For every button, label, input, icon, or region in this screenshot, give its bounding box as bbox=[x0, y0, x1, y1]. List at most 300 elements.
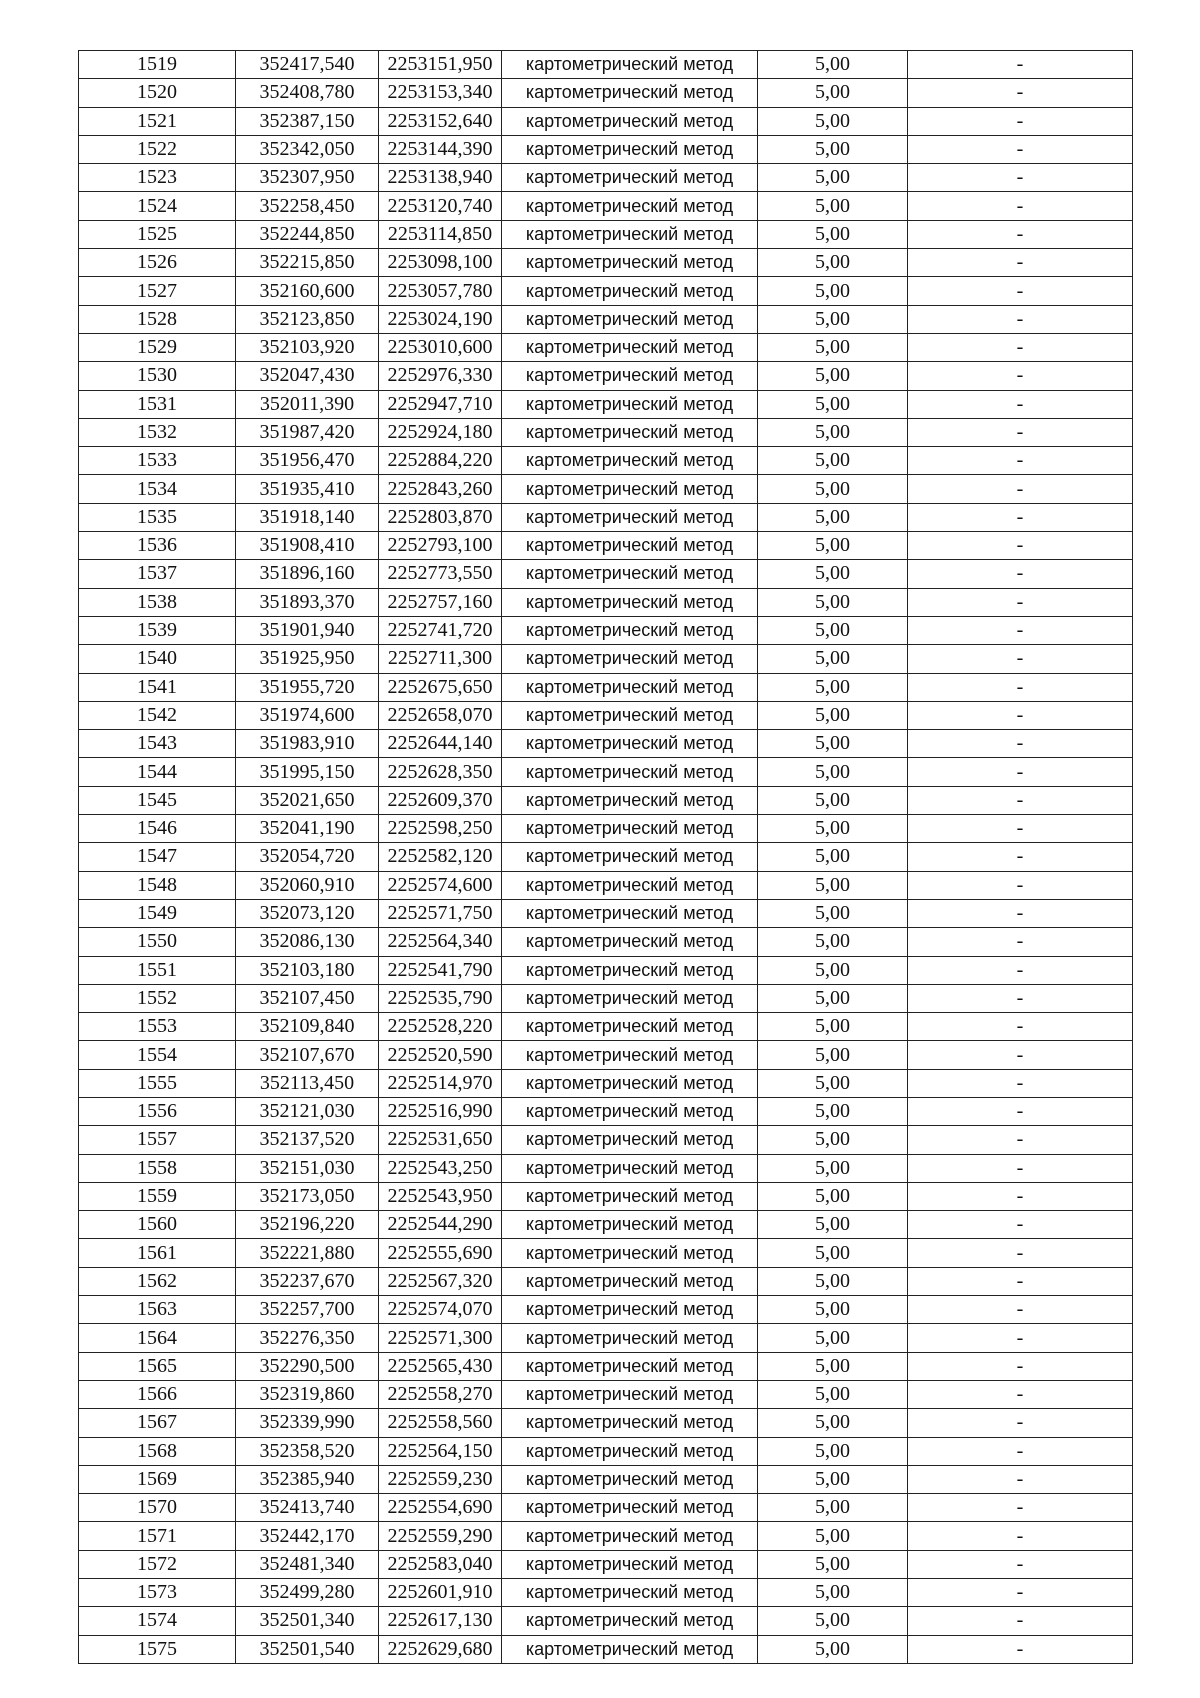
y-coordinate-cell: 2253152,640 bbox=[379, 107, 502, 135]
x-coordinate-cell: 352107,450 bbox=[236, 984, 379, 1012]
table-row bbox=[79, 220, 1133, 248]
table-row bbox=[79, 560, 1133, 588]
accuracy-cell: 5,00 bbox=[758, 843, 908, 871]
y-coordinate-cell: 2252629,680 bbox=[379, 1635, 502, 1663]
accuracy-cell: 5,00 bbox=[758, 956, 908, 984]
method-cell: картометрический метод bbox=[502, 1296, 758, 1324]
point-number-cell: 1562 bbox=[79, 1267, 236, 1295]
note-cell: - bbox=[908, 956, 1133, 984]
y-coordinate-cell: 2252567,320 bbox=[379, 1267, 502, 1295]
x-coordinate-cell: 352387,150 bbox=[236, 107, 379, 135]
point-number-cell: 1565 bbox=[79, 1352, 236, 1380]
y-coordinate-cell: 2252773,550 bbox=[379, 560, 502, 588]
accuracy-cell: 5,00 bbox=[758, 758, 908, 786]
x-coordinate-cell: 351918,140 bbox=[236, 503, 379, 531]
y-coordinate-cell: 2252554,690 bbox=[379, 1494, 502, 1522]
method-cell: картометрический метод bbox=[502, 1013, 758, 1041]
note-cell: - bbox=[908, 1465, 1133, 1493]
accuracy-cell: 5,00 bbox=[758, 1211, 908, 1239]
accuracy-cell: 5,00 bbox=[758, 1352, 908, 1380]
accuracy-cell: 5,00 bbox=[758, 1635, 908, 1663]
table-row bbox=[79, 51, 1133, 79]
accuracy-cell: 5,00 bbox=[758, 1550, 908, 1578]
y-coordinate-cell: 2252924,180 bbox=[379, 418, 502, 446]
note-cell: - bbox=[908, 1013, 1133, 1041]
method-cell: картометрический метод bbox=[502, 220, 758, 248]
point-number-cell: 1569 bbox=[79, 1465, 236, 1493]
x-coordinate-cell: 352103,180 bbox=[236, 956, 379, 984]
y-coordinate-cell: 2252582,120 bbox=[379, 843, 502, 871]
method-cell: картометрический метод bbox=[502, 1522, 758, 1550]
note-cell: - bbox=[908, 1437, 1133, 1465]
y-coordinate-cell: 2253144,390 bbox=[379, 135, 502, 163]
method-cell: картометрический метод bbox=[502, 1239, 758, 1267]
point-number-cell: 1523 bbox=[79, 164, 236, 192]
point-number-cell: 1530 bbox=[79, 362, 236, 390]
y-coordinate-cell: 2252520,590 bbox=[379, 1041, 502, 1069]
accuracy-cell: 5,00 bbox=[758, 1097, 908, 1125]
table-row bbox=[79, 1267, 1133, 1295]
accuracy-cell: 5,00 bbox=[758, 701, 908, 729]
method-cell: картометрический метод bbox=[502, 418, 758, 446]
method-cell: картометрический метод bbox=[502, 390, 758, 418]
accuracy-cell: 5,00 bbox=[758, 928, 908, 956]
note-cell: - bbox=[908, 815, 1133, 843]
table-row bbox=[79, 1211, 1133, 1239]
x-coordinate-cell: 351983,910 bbox=[236, 730, 379, 758]
note-cell: - bbox=[908, 701, 1133, 729]
method-cell: картометрический метод bbox=[502, 701, 758, 729]
x-coordinate-cell: 352408,780 bbox=[236, 79, 379, 107]
note-cell: - bbox=[908, 1097, 1133, 1125]
table-row bbox=[79, 1494, 1133, 1522]
note-cell: - bbox=[908, 503, 1133, 531]
point-number-cell: 1555 bbox=[79, 1069, 236, 1097]
x-coordinate-cell: 352413,740 bbox=[236, 1494, 379, 1522]
y-coordinate-cell: 2252516,990 bbox=[379, 1097, 502, 1125]
method-cell: картометрический метод bbox=[502, 1607, 758, 1635]
method-cell: картометрический метод bbox=[502, 1324, 758, 1352]
y-coordinate-cell: 2252543,950 bbox=[379, 1182, 502, 1210]
accuracy-cell: 5,00 bbox=[758, 107, 908, 135]
method-cell: картометрический метод bbox=[502, 673, 758, 701]
accuracy-cell: 5,00 bbox=[758, 1494, 908, 1522]
accuracy-cell: 5,00 bbox=[758, 1126, 908, 1154]
point-number-cell: 1521 bbox=[79, 107, 236, 135]
point-number-cell: 1551 bbox=[79, 956, 236, 984]
point-number-cell: 1563 bbox=[79, 1296, 236, 1324]
x-coordinate-cell: 352054,720 bbox=[236, 843, 379, 871]
point-number-cell: 1561 bbox=[79, 1239, 236, 1267]
x-coordinate-cell: 352215,850 bbox=[236, 249, 379, 277]
accuracy-cell: 5,00 bbox=[758, 333, 908, 361]
accuracy-cell: 5,00 bbox=[758, 560, 908, 588]
accuracy-cell: 5,00 bbox=[758, 1409, 908, 1437]
y-coordinate-cell: 2252598,250 bbox=[379, 815, 502, 843]
accuracy-cell: 5,00 bbox=[758, 390, 908, 418]
accuracy-cell: 5,00 bbox=[758, 418, 908, 446]
table-row bbox=[79, 815, 1133, 843]
x-coordinate-cell: 352107,670 bbox=[236, 1041, 379, 1069]
table-row bbox=[79, 899, 1133, 927]
note-cell: - bbox=[908, 362, 1133, 390]
method-cell: картометрический метод bbox=[502, 645, 758, 673]
accuracy-cell: 5,00 bbox=[758, 1013, 908, 1041]
y-coordinate-cell: 2252628,350 bbox=[379, 758, 502, 786]
accuracy-cell: 5,00 bbox=[758, 1522, 908, 1550]
point-number-cell: 1556 bbox=[79, 1097, 236, 1125]
note-cell: - bbox=[908, 758, 1133, 786]
accuracy-cell: 5,00 bbox=[758, 79, 908, 107]
x-coordinate-cell: 351995,150 bbox=[236, 758, 379, 786]
table-row bbox=[79, 984, 1133, 1012]
note-cell: - bbox=[908, 1380, 1133, 1408]
y-coordinate-cell: 2252617,130 bbox=[379, 1607, 502, 1635]
point-number-cell: 1564 bbox=[79, 1324, 236, 1352]
coordinates-table bbox=[78, 50, 1133, 1664]
method-cell: картометрический метод bbox=[502, 135, 758, 163]
point-number-cell: 1575 bbox=[79, 1635, 236, 1663]
x-coordinate-cell: 351925,950 bbox=[236, 645, 379, 673]
method-cell: картометрический метод bbox=[502, 1182, 758, 1210]
y-coordinate-cell: 2253057,780 bbox=[379, 277, 502, 305]
y-coordinate-cell: 2252947,710 bbox=[379, 390, 502, 418]
x-coordinate-cell: 352276,350 bbox=[236, 1324, 379, 1352]
point-number-cell: 1559 bbox=[79, 1182, 236, 1210]
table-row bbox=[79, 1239, 1133, 1267]
accuracy-cell: 5,00 bbox=[758, 475, 908, 503]
y-coordinate-cell: 2252658,070 bbox=[379, 701, 502, 729]
accuracy-cell: 5,00 bbox=[758, 616, 908, 644]
method-cell: картометрический метод bbox=[502, 1097, 758, 1125]
method-cell: картометрический метод bbox=[502, 1380, 758, 1408]
method-cell: картометрический метод bbox=[502, 362, 758, 390]
note-cell: - bbox=[908, 532, 1133, 560]
table-row bbox=[79, 1579, 1133, 1607]
x-coordinate-cell: 352121,030 bbox=[236, 1097, 379, 1125]
accuracy-cell: 5,00 bbox=[758, 1041, 908, 1069]
accuracy-cell: 5,00 bbox=[758, 277, 908, 305]
method-cell: картометрический метод bbox=[502, 1635, 758, 1663]
x-coordinate-cell: 352257,700 bbox=[236, 1296, 379, 1324]
x-coordinate-cell: 351956,470 bbox=[236, 447, 379, 475]
y-coordinate-cell: 2252976,330 bbox=[379, 362, 502, 390]
note-cell: - bbox=[908, 928, 1133, 956]
x-coordinate-cell: 352258,450 bbox=[236, 192, 379, 220]
x-coordinate-cell: 352086,130 bbox=[236, 928, 379, 956]
accuracy-cell: 5,00 bbox=[758, 871, 908, 899]
note-cell: - bbox=[908, 1635, 1133, 1663]
note-cell: - bbox=[908, 390, 1133, 418]
y-coordinate-cell: 2252574,600 bbox=[379, 871, 502, 899]
table-row bbox=[79, 758, 1133, 786]
point-number-cell: 1546 bbox=[79, 815, 236, 843]
x-coordinate-cell: 352342,050 bbox=[236, 135, 379, 163]
y-coordinate-cell: 2252741,720 bbox=[379, 616, 502, 644]
y-coordinate-cell: 2252558,270 bbox=[379, 1380, 502, 1408]
y-coordinate-cell: 2252543,250 bbox=[379, 1154, 502, 1182]
table-row bbox=[79, 1437, 1133, 1465]
accuracy-cell: 5,00 bbox=[758, 1069, 908, 1097]
point-number-cell: 1558 bbox=[79, 1154, 236, 1182]
y-coordinate-cell: 2252528,220 bbox=[379, 1013, 502, 1041]
x-coordinate-cell: 351935,410 bbox=[236, 475, 379, 503]
y-coordinate-cell: 2253098,100 bbox=[379, 249, 502, 277]
x-coordinate-cell: 352244,850 bbox=[236, 220, 379, 248]
x-coordinate-cell: 351955,720 bbox=[236, 673, 379, 701]
point-number-cell: 1550 bbox=[79, 928, 236, 956]
table-row bbox=[79, 107, 1133, 135]
table-row bbox=[79, 1182, 1133, 1210]
accuracy-cell: 5,00 bbox=[758, 673, 908, 701]
point-number-cell: 1568 bbox=[79, 1437, 236, 1465]
point-number-cell: 1570 bbox=[79, 1494, 236, 1522]
x-coordinate-cell: 352307,950 bbox=[236, 164, 379, 192]
point-number-cell: 1571 bbox=[79, 1522, 236, 1550]
note-cell: - bbox=[908, 418, 1133, 446]
method-cell: картометрический метод bbox=[502, 871, 758, 899]
accuracy-cell: 5,00 bbox=[758, 899, 908, 927]
method-cell: картометрический метод bbox=[502, 1437, 758, 1465]
note-cell: - bbox=[908, 1579, 1133, 1607]
point-number-cell: 1567 bbox=[79, 1409, 236, 1437]
accuracy-cell: 5,00 bbox=[758, 730, 908, 758]
method-cell: картометрический метод bbox=[502, 588, 758, 616]
method-cell: картометрический метод bbox=[502, 1041, 758, 1069]
point-number-cell: 1539 bbox=[79, 616, 236, 644]
y-coordinate-cell: 2253138,940 bbox=[379, 164, 502, 192]
x-coordinate-cell: 352385,940 bbox=[236, 1465, 379, 1493]
note-cell: - bbox=[908, 1296, 1133, 1324]
table-row bbox=[79, 1013, 1133, 1041]
method-cell: картометрический метод bbox=[502, 956, 758, 984]
point-number-cell: 1554 bbox=[79, 1041, 236, 1069]
table-row bbox=[79, 79, 1133, 107]
point-number-cell: 1537 bbox=[79, 560, 236, 588]
y-coordinate-cell: 2252675,650 bbox=[379, 673, 502, 701]
x-coordinate-cell: 352160,600 bbox=[236, 277, 379, 305]
y-coordinate-cell: 2252559,290 bbox=[379, 1522, 502, 1550]
x-coordinate-cell: 351896,160 bbox=[236, 560, 379, 588]
note-cell: - bbox=[908, 1041, 1133, 1069]
table-row bbox=[79, 645, 1133, 673]
point-number-cell: 1545 bbox=[79, 786, 236, 814]
method-cell: картометрический метод bbox=[502, 1550, 758, 1578]
y-coordinate-cell: 2252514,970 bbox=[379, 1069, 502, 1097]
table-row bbox=[79, 1154, 1133, 1182]
note-cell: - bbox=[908, 1239, 1133, 1267]
point-number-cell: 1540 bbox=[79, 645, 236, 673]
table-row bbox=[79, 1465, 1133, 1493]
accuracy-cell: 5,00 bbox=[758, 1296, 908, 1324]
method-cell: картометрический метод bbox=[502, 1409, 758, 1437]
point-number-cell: 1536 bbox=[79, 532, 236, 560]
method-cell: картометрический метод bbox=[502, 843, 758, 871]
table-row bbox=[79, 1296, 1133, 1324]
table-row bbox=[79, 1352, 1133, 1380]
point-number-cell: 1520 bbox=[79, 79, 236, 107]
accuracy-cell: 5,00 bbox=[758, 815, 908, 843]
table-row bbox=[79, 1097, 1133, 1125]
accuracy-cell: 5,00 bbox=[758, 1182, 908, 1210]
note-cell: - bbox=[908, 333, 1133, 361]
x-coordinate-cell: 352319,860 bbox=[236, 1380, 379, 1408]
table-row bbox=[79, 1324, 1133, 1352]
note-cell: - bbox=[908, 673, 1133, 701]
point-number-cell: 1542 bbox=[79, 701, 236, 729]
note-cell: - bbox=[908, 899, 1133, 927]
table-row bbox=[79, 786, 1133, 814]
method-cell: картометрический метод bbox=[502, 447, 758, 475]
table-row bbox=[79, 390, 1133, 418]
point-number-cell: 1533 bbox=[79, 447, 236, 475]
method-cell: картометрический метод bbox=[502, 984, 758, 1012]
point-number-cell: 1543 bbox=[79, 730, 236, 758]
method-cell: картометрический метод bbox=[502, 305, 758, 333]
table-row bbox=[79, 871, 1133, 899]
accuracy-cell: 5,00 bbox=[758, 1437, 908, 1465]
accuracy-cell: 5,00 bbox=[758, 1380, 908, 1408]
point-number-cell: 1525 bbox=[79, 220, 236, 248]
note-cell: - bbox=[908, 135, 1133, 163]
table-row bbox=[79, 1522, 1133, 1550]
x-coordinate-cell: 352237,670 bbox=[236, 1267, 379, 1295]
method-cell: картометрический метод bbox=[502, 475, 758, 503]
accuracy-cell: 5,00 bbox=[758, 786, 908, 814]
note-cell: - bbox=[908, 1409, 1133, 1437]
method-cell: картометрический метод bbox=[502, 333, 758, 361]
y-coordinate-cell: 2252843,260 bbox=[379, 475, 502, 503]
table-row bbox=[79, 701, 1133, 729]
method-cell: картометрический метод bbox=[502, 192, 758, 220]
table-row bbox=[79, 1635, 1133, 1663]
note-cell: - bbox=[908, 1607, 1133, 1635]
accuracy-cell: 5,00 bbox=[758, 1579, 908, 1607]
table-row bbox=[79, 588, 1133, 616]
x-coordinate-cell: 352060,910 bbox=[236, 871, 379, 899]
table-row bbox=[79, 305, 1133, 333]
note-cell: - bbox=[908, 560, 1133, 588]
x-coordinate-cell: 351987,420 bbox=[236, 418, 379, 446]
point-number-cell: 1532 bbox=[79, 418, 236, 446]
note-cell: - bbox=[908, 984, 1133, 1012]
x-coordinate-cell: 352501,540 bbox=[236, 1635, 379, 1663]
method-cell: картометрический метод bbox=[502, 928, 758, 956]
y-coordinate-cell: 2252571,300 bbox=[379, 1324, 502, 1352]
x-coordinate-cell: 352047,430 bbox=[236, 362, 379, 390]
method-cell: картометрический метод bbox=[502, 532, 758, 560]
accuracy-cell: 5,00 bbox=[758, 503, 908, 531]
note-cell: - bbox=[908, 305, 1133, 333]
x-coordinate-cell: 352196,220 bbox=[236, 1211, 379, 1239]
point-number-cell: 1535 bbox=[79, 503, 236, 531]
accuracy-cell: 5,00 bbox=[758, 984, 908, 1012]
note-cell: - bbox=[908, 164, 1133, 192]
point-number-cell: 1526 bbox=[79, 249, 236, 277]
point-number-cell: 1573 bbox=[79, 1579, 236, 1607]
accuracy-cell: 5,00 bbox=[758, 305, 908, 333]
table-row bbox=[79, 532, 1133, 560]
accuracy-cell: 5,00 bbox=[758, 1324, 908, 1352]
x-coordinate-cell: 351908,410 bbox=[236, 532, 379, 560]
y-coordinate-cell: 2252757,160 bbox=[379, 588, 502, 616]
accuracy-cell: 5,00 bbox=[758, 588, 908, 616]
x-coordinate-cell: 352417,540 bbox=[236, 51, 379, 79]
method-cell: картометрический метод bbox=[502, 1069, 758, 1097]
point-number-cell: 1547 bbox=[79, 843, 236, 871]
table-row bbox=[79, 928, 1133, 956]
y-coordinate-cell: 2252558,560 bbox=[379, 1409, 502, 1437]
table-row bbox=[79, 192, 1133, 220]
method-cell: картометрический метод bbox=[502, 1126, 758, 1154]
y-coordinate-cell: 2252564,340 bbox=[379, 928, 502, 956]
note-cell: - bbox=[908, 1494, 1133, 1522]
point-number-cell: 1557 bbox=[79, 1126, 236, 1154]
accuracy-cell: 5,00 bbox=[758, 51, 908, 79]
accuracy-cell: 5,00 bbox=[758, 447, 908, 475]
note-cell: - bbox=[908, 1352, 1133, 1380]
point-number-cell: 1553 bbox=[79, 1013, 236, 1041]
point-number-cell: 1524 bbox=[79, 192, 236, 220]
accuracy-cell: 5,00 bbox=[758, 1465, 908, 1493]
note-cell: - bbox=[908, 277, 1133, 305]
point-number-cell: 1538 bbox=[79, 588, 236, 616]
table-row bbox=[79, 616, 1133, 644]
point-number-cell: 1560 bbox=[79, 1211, 236, 1239]
table-row bbox=[79, 362, 1133, 390]
table-row bbox=[79, 956, 1133, 984]
method-cell: картометрический метод bbox=[502, 79, 758, 107]
note-cell: - bbox=[908, 588, 1133, 616]
note-cell: - bbox=[908, 616, 1133, 644]
note-cell: - bbox=[908, 1324, 1133, 1352]
point-number-cell: 1541 bbox=[79, 673, 236, 701]
x-coordinate-cell: 352113,450 bbox=[236, 1069, 379, 1097]
x-coordinate-cell: 352011,390 bbox=[236, 390, 379, 418]
point-number-cell: 1534 bbox=[79, 475, 236, 503]
note-cell: - bbox=[908, 107, 1133, 135]
y-coordinate-cell: 2252571,750 bbox=[379, 899, 502, 927]
note-cell: - bbox=[908, 843, 1133, 871]
y-coordinate-cell: 2252544,290 bbox=[379, 1211, 502, 1239]
y-coordinate-cell: 2252601,910 bbox=[379, 1579, 502, 1607]
note-cell: - bbox=[908, 447, 1133, 475]
method-cell: картометрический метод bbox=[502, 616, 758, 644]
point-number-cell: 1527 bbox=[79, 277, 236, 305]
point-number-cell: 1529 bbox=[79, 333, 236, 361]
accuracy-cell: 5,00 bbox=[758, 249, 908, 277]
method-cell: картометрический метод bbox=[502, 815, 758, 843]
x-coordinate-cell: 352339,990 bbox=[236, 1409, 379, 1437]
method-cell: картометрический метод bbox=[502, 1352, 758, 1380]
x-coordinate-cell: 352123,850 bbox=[236, 305, 379, 333]
note-cell: - bbox=[908, 871, 1133, 899]
point-number-cell: 1528 bbox=[79, 305, 236, 333]
y-coordinate-cell: 2252535,790 bbox=[379, 984, 502, 1012]
table-row bbox=[79, 1126, 1133, 1154]
table-row bbox=[79, 1041, 1133, 1069]
point-number-cell: 1566 bbox=[79, 1380, 236, 1408]
y-coordinate-cell: 2253153,340 bbox=[379, 79, 502, 107]
accuracy-cell: 5,00 bbox=[758, 1154, 908, 1182]
point-number-cell: 1548 bbox=[79, 871, 236, 899]
note-cell: - bbox=[908, 249, 1133, 277]
table-row bbox=[79, 333, 1133, 361]
x-coordinate-cell: 352499,280 bbox=[236, 1579, 379, 1607]
table-row bbox=[79, 730, 1133, 758]
table-row bbox=[79, 418, 1133, 446]
x-coordinate-cell: 352442,170 bbox=[236, 1522, 379, 1550]
